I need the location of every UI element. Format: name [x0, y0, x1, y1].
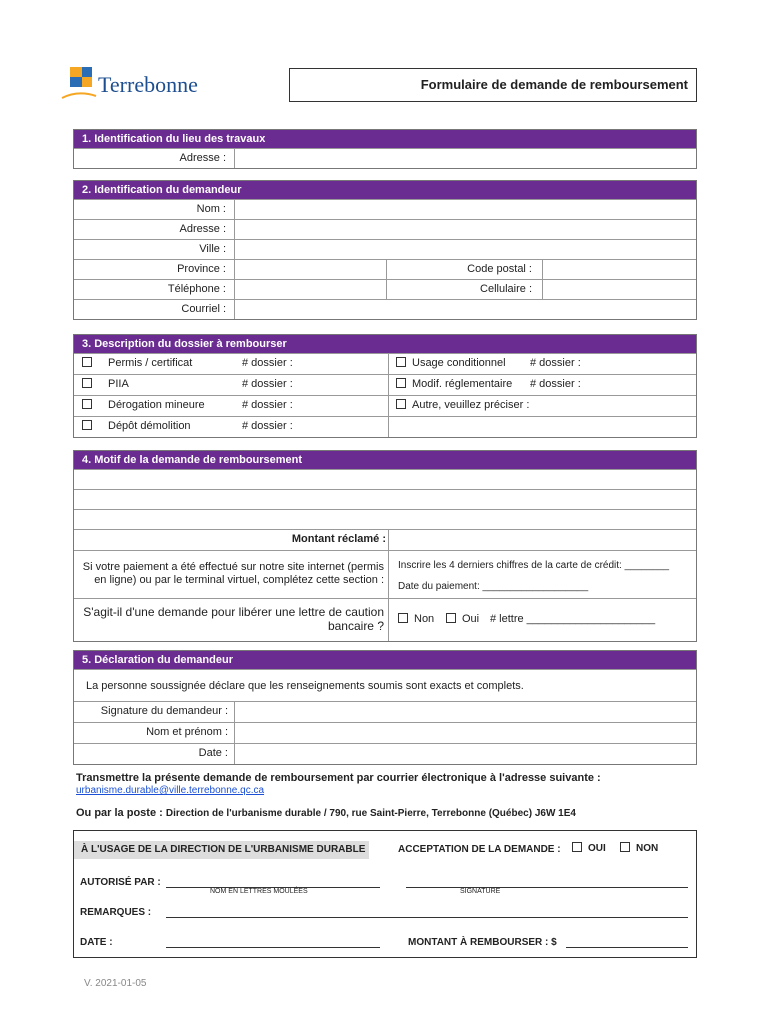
remarks-label: REMARQUES : — [80, 907, 152, 918]
checkbox-usage[interactable] — [396, 357, 406, 367]
checkbox-accept-non[interactable] — [620, 842, 630, 852]
checkbox-accept-oui[interactable] — [572, 842, 582, 852]
cell-label: Cellulaire : — [480, 283, 532, 295]
autre-label: Autre, veuillez préciser : — [412, 399, 530, 411]
section-2 — [73, 180, 697, 320]
checkbox-autre[interactable] — [396, 399, 406, 409]
dossier-label-4: # dossier : — [242, 420, 293, 432]
section-5-header: 5. Déclaration du demandeur — [74, 651, 696, 669]
post-address: Direction de l'urbanisme durable / 790, rue Saint-Pierre, Terrebonne (Québec) J6W 1E4 — [165, 808, 576, 819]
dossier-label-r2: # dossier : — [530, 378, 581, 390]
usage-label: Usage conditionnel — [412, 357, 506, 369]
motif-line-3[interactable] — [74, 509, 696, 529]
form-title: Formulaire de demande de remboursement — [420, 77, 688, 92]
province-field[interactable] — [234, 260, 387, 279]
right-cell-4[interactable] — [388, 417, 696, 437]
motif-line-2[interactable] — [74, 489, 696, 509]
postal-label: Code postal : — [467, 263, 532, 275]
province-label: Province : — [177, 263, 226, 275]
caution-question: S'agit-il d'une demande pour libérer une lettre de caution bancaire ? — [83, 605, 384, 633]
checkbox-piia[interactable] — [82, 378, 92, 388]
date-label: Date : — [198, 747, 228, 759]
section-2-header: 2. Identification du demandeur — [74, 181, 696, 199]
amount-field[interactable] — [388, 530, 696, 550]
section-4-header: 4. Motif de la demande de remboursement — [74, 451, 696, 469]
section-1-header: 1. Identification du lieu des travaux — [74, 130, 696, 148]
cell-field[interactable] — [542, 280, 696, 299]
email-link[interactable]: urbanisme.durable@ville.terrebonne.qc.ca — [76, 785, 265, 796]
print-name-caption: NOM EN LETTRES MOULÉES — [210, 888, 308, 895]
checkbox-demolition[interactable] — [82, 420, 92, 430]
signature-line[interactable] — [406, 887, 688, 888]
signature-field[interactable] — [234, 702, 696, 722]
authorized-label: AUTORISÉ PAR : — [80, 877, 161, 888]
amount-label: Montant réclamé : — [291, 533, 386, 545]
logo-text: Terrebonne — [98, 72, 198, 97]
logo-icon — [60, 64, 98, 102]
acceptance-label: ACCEPTATION DE LA DEMANDE : — [398, 844, 561, 855]
version-label: V. 2021-01-05 — [84, 978, 147, 989]
signature-caption: SIGNATURE — [460, 888, 501, 895]
postal-field[interactable] — [542, 260, 696, 279]
email-field[interactable] — [234, 300, 696, 319]
logo — [60, 64, 230, 104]
refund-amount-line[interactable] — [566, 947, 688, 948]
city-label: Ville : — [199, 243, 226, 255]
name-field[interactable] — [234, 200, 696, 219]
office-box — [73, 830, 697, 958]
office-title: À L'USAGE DE LA DIRECTION DE L'URBANISME DURABLE — [74, 841, 369, 859]
applicant-address-label: Adresse : — [179, 223, 226, 235]
checkbox-caution-non[interactable] — [398, 613, 408, 623]
fullname-field[interactable] — [234, 723, 696, 743]
piia-label: PIIA — [108, 378, 129, 390]
section-5 — [73, 650, 697, 765]
demolition-label: Dépôt démolition — [108, 420, 191, 432]
phone-label: Téléphone : — [167, 283, 226, 295]
remarks-line[interactable] — [166, 917, 688, 918]
office-date-line[interactable] — [166, 947, 380, 948]
dossier-label-2: # dossier : — [242, 378, 293, 390]
modif-label: Modif. réglementaire — [412, 378, 513, 390]
address-field[interactable] — [234, 149, 696, 168]
payment-date[interactable]: Date du paiement: ___________________ — [398, 581, 589, 592]
derogation-label: Dérogation mineure — [108, 399, 205, 411]
post-label: Ou par la poste : — [76, 807, 163, 819]
refund-amount-label: MONTANT À REMBOURSER : $ — [408, 937, 557, 948]
checkbox-derogation[interactable] — [82, 399, 92, 409]
signature-label: Signature du demandeur : — [100, 705, 228, 717]
address-row — [74, 148, 696, 168]
declaration-text: La personne soussignée déclare que les renseignements soumis sont exacts et complets. — [86, 680, 524, 692]
section-3-header: 3. Description du dossier à rembourser — [74, 335, 696, 353]
section-4 — [73, 450, 697, 642]
send-instruction: Transmettre la présente demande de remboursement par courrier électronique à l'adresse suivante : — [76, 772, 601, 784]
address-label: Adresse : — [179, 152, 226, 164]
section-3 — [73, 334, 697, 438]
applicant-address-field[interactable] — [234, 220, 696, 239]
payment-question: Si votre paiement a été effectué sur notre site internet (permis en ligne) ou par le terminal virtuel, complétez cette section : — [82, 561, 384, 586]
checkbox-permis[interactable] — [82, 357, 92, 367]
form-title-box — [289, 68, 697, 102]
dossier-label-3: # dossier : — [242, 399, 293, 411]
section-1 — [73, 129, 697, 169]
motif-line-1[interactable] — [74, 469, 696, 489]
checkbox-caution-oui[interactable] — [446, 613, 456, 623]
date-field[interactable] — [234, 744, 696, 764]
caution-non-label: Non — [414, 613, 435, 625]
name-label: Nom : — [196, 203, 226, 215]
accept-non-label: NON — [636, 843, 659, 854]
dossier-label-1: # dossier : — [242, 357, 293, 369]
lettre-field[interactable]: # lettre _____________________ — [490, 613, 656, 625]
fullname-label: Nom et prénom : — [146, 726, 228, 738]
phone-field[interactable] — [234, 280, 387, 299]
email-label: Courriel : — [181, 303, 226, 315]
checkbox-modif[interactable] — [396, 378, 406, 388]
permis-label: Permis / certificat — [108, 357, 193, 369]
accept-oui-label: OUI — [588, 843, 606, 854]
card-digits[interactable]: Inscrire les 4 derniers chiffres de la carte de crédit: ________ — [398, 560, 670, 571]
dossier-label-r1: # dossier : — [530, 357, 581, 369]
caution-oui-label: Oui — [462, 613, 480, 625]
office-date-label: DATE : — [80, 937, 113, 948]
city-field[interactable] — [234, 240, 696, 259]
